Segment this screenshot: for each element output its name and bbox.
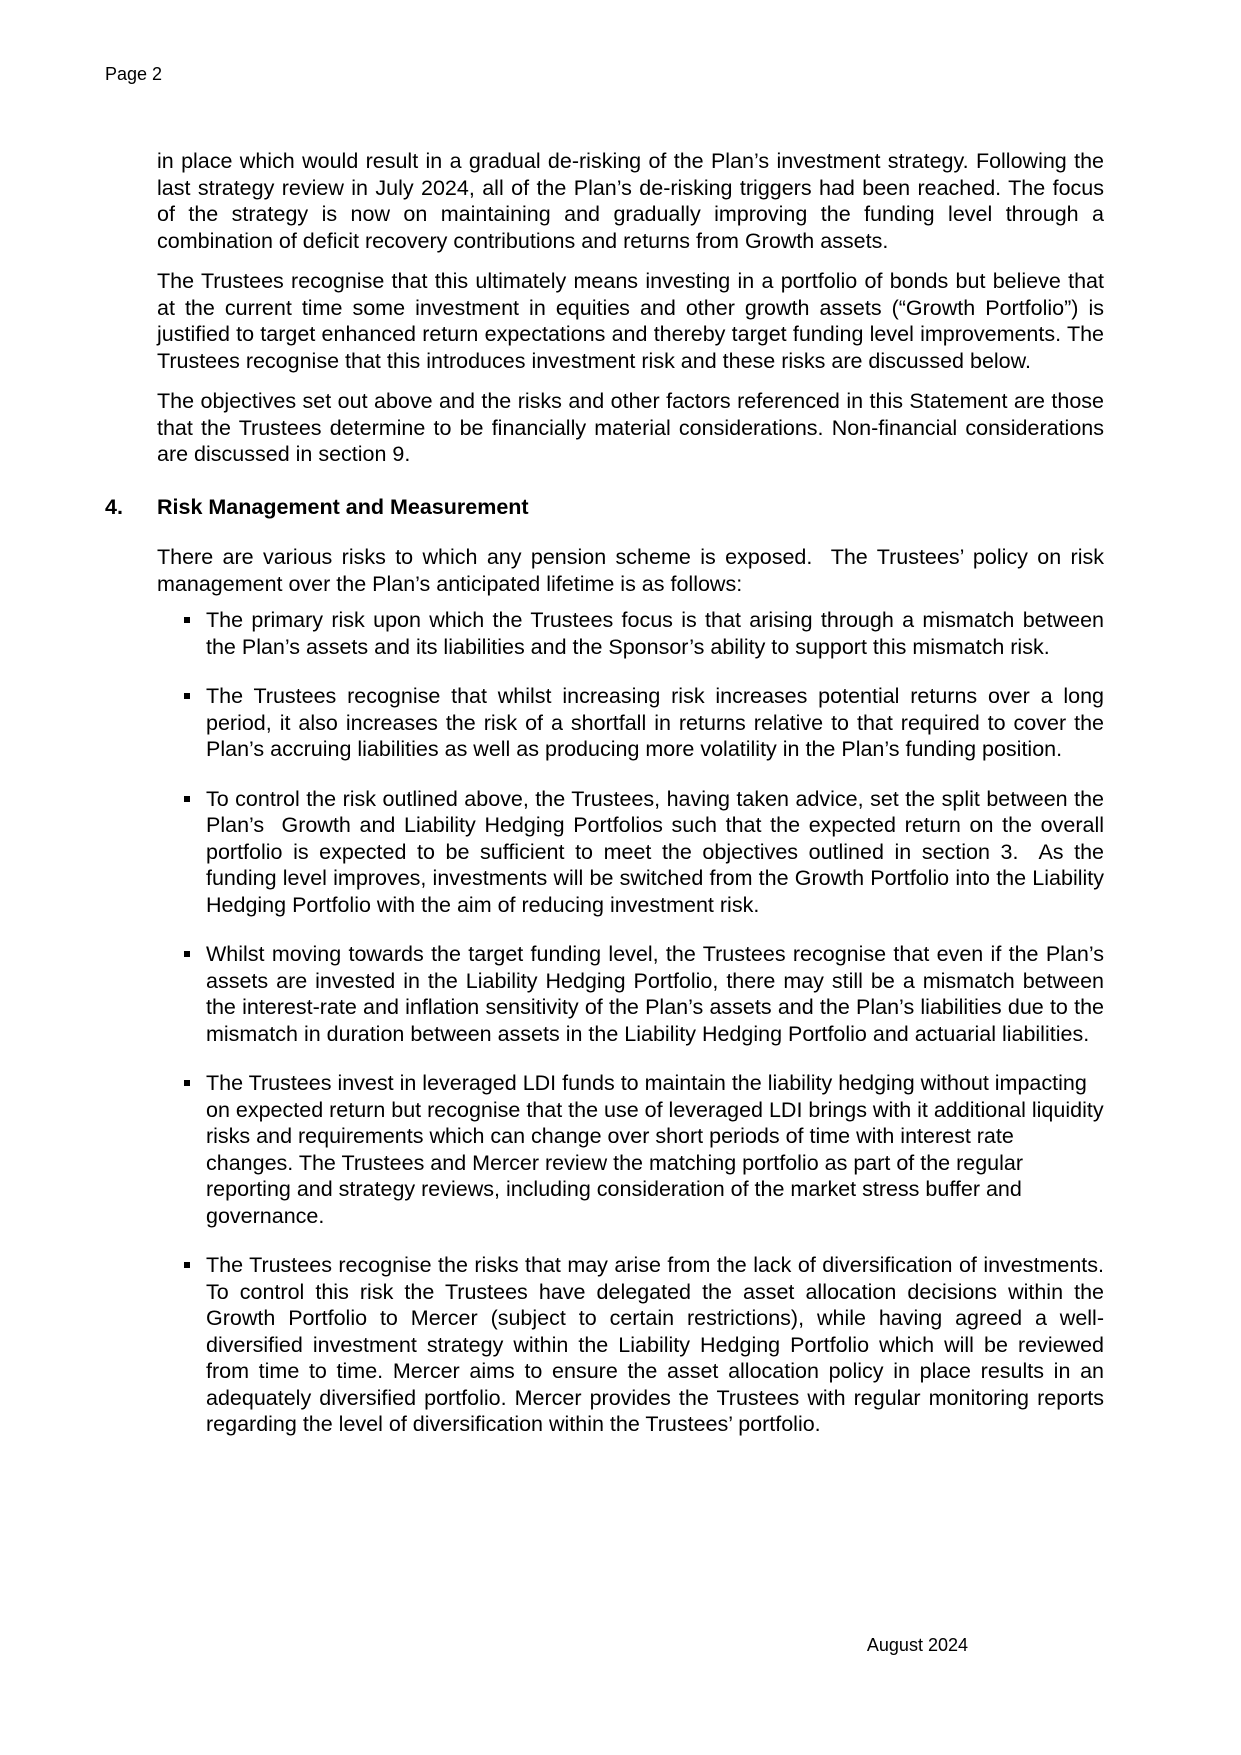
section-number: 4. [105, 494, 123, 519]
footer-date: August 2024 [866, 1635, 968, 1655]
list-item: The primary risk upon which the Trustees focus is that arising through a mismatch between the Plan’s assets and its liabilities and the Sponsor’s ability to support this mismatch risk. [157, 607, 1104, 660]
list-item: The Trustees recognise the risks that may arise from the lack of diversification of investments. To control this risk the Trustees have delegated the asset allocation decisions within the Growth Portfolio to Mercer (subject to certain restrictions), while having agreed a well-diversified investment strategy within the Liability Hedging Portfolio which will be reviewed from time to time. Mercer aims to ensure the asset allocation policy in place results in an adequately diversified portfolio. Mercer provides the Trustees with regular monitoring reports regarding the level of diversification within the Trustees’ portfolio. [157, 1252, 1104, 1438]
section-intro-paragraph: There are various risks to which any pension scheme is exposed. The Trustees’ policy on risk management over the Plan’s anticipated lifetime is as follows: [157, 545, 1104, 596]
paragraph: in place which would result in a gradual de-risking of the Plan’s investment strategy. Following the last strategy review in July 2024, all of the Plan’s de-risking triggers had been reached. The focus of the strategy is now on maintaining and gradually improving the funding level through a combination of deficit recovery contributions and returns from Growth assets. [157, 149, 1104, 253]
page-body [105, 148, 1104, 1461]
list-item: The Trustees invest in leveraged LDI funds to maintain the liability hedging without impacting on expected return but recognise that the use of leveraged LDI brings with it additional liquidity risks and requirements which can change over short periods of time with interest rate changes. The Trustees and Mercer review the matching portfolio as part of the regular reporting and strategy reviews, including consideration of the market stress buffer and governance. [157, 1070, 1104, 1229]
list-item: Whilst moving towards the target funding level, the Trustees recognise that even if the Plan’s assets are invested in the Liability Hedging Portfolio, there may still be a mismatch between the interest-rate and inflation sensitivity of the Plan’s assets and the Plan’s liabilities due to the mismatch in duration between assets in the Liability Hedging Portfolio and actuarial liabilities. [157, 941, 1104, 1047]
bullet-list [157, 607, 1104, 1438]
paragraph: The objectives set out above and the risks and other factors referenced in this Statement are those that the Trustees determine to be financially material considerations. Non-financial considerations are discussed in section 9. [157, 389, 1104, 466]
paragraph: The Trustees recognise that this ultimately means investing in a portfolio of bonds but believe that at the current time some investment in equities and other growth assets (“Growth Portfolio”) is justified to target enhanced return expectations and thereby target funding level improvements. The Trustees recognise that this introduces investment risk and these risks are discussed below. [157, 269, 1104, 373]
list-item: To control the risk outlined above, the Trustees, having taken advice, set the split between the Plan’s Growth and Liability Hedging Portfolios such that the expected return on the overall portfolio is expected to be sufficient to meet the objectives outlined in section 3. As the funding level improves, investments will be switched from the Growth Portfolio into the Liability Hedging Portfolio with the aim of reducing investment risk. [157, 786, 1104, 919]
section-heading [105, 494, 1104, 521]
list-item: The Trustees recognise that whilst increasing risk increases potential returns over a long period, it also increases the risk of a shortfall in returns relative to that required to cover the Plan’s accruing liabilities as well as producing more volatility in the Plan’s funding position. [157, 683, 1104, 763]
section-title: Risk Management and Measurement [157, 494, 529, 519]
page-number: Page 2 [105, 64, 163, 84]
